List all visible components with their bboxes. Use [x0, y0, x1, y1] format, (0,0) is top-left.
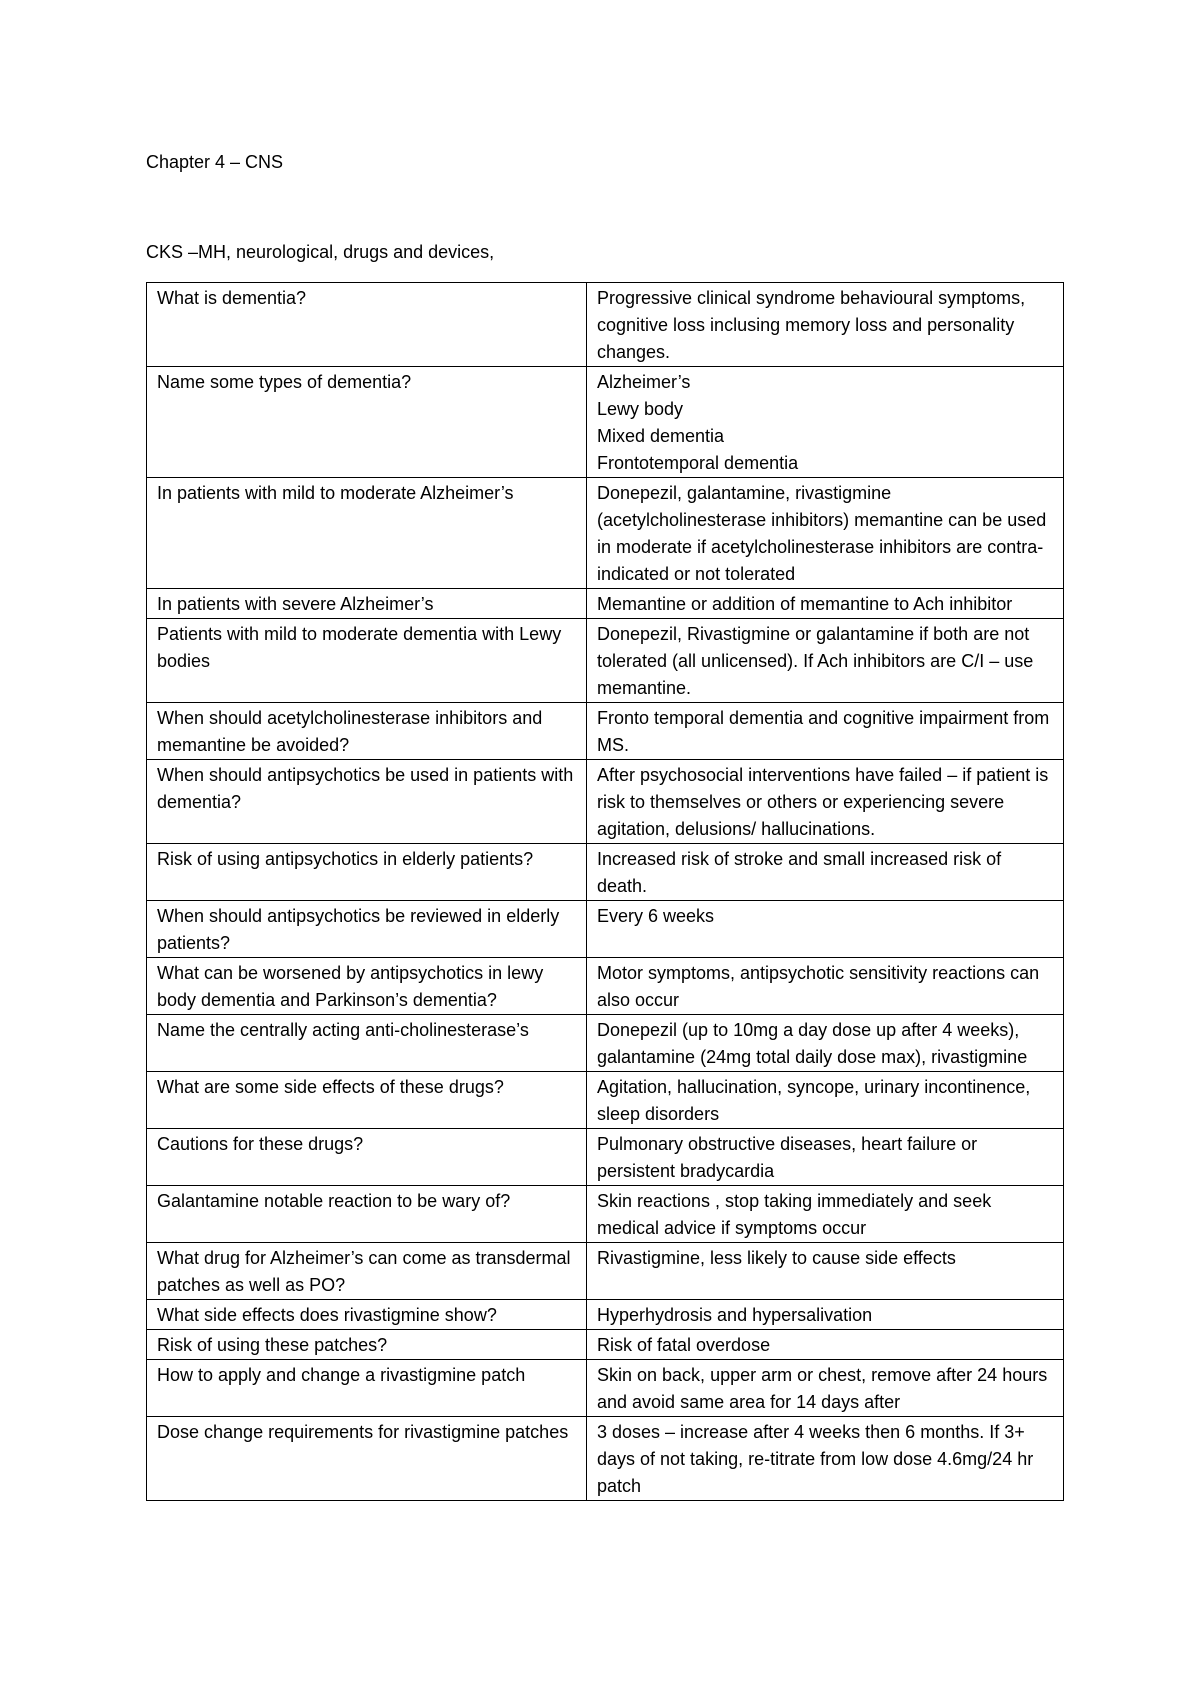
table-row: [147, 478, 1064, 589]
question-cell: In patients with mild to moderate Alzheimer’s: [147, 478, 587, 589]
question-cell: What is dementia?: [147, 283, 587, 367]
table-row: [147, 1186, 1064, 1243]
answer-cell: [587, 367, 1064, 478]
answer-cell: [587, 1015, 1064, 1072]
question-cell: What can be worsened by antipsychotics in lewy body dementia and Parkinson’s dementia?: [147, 958, 587, 1015]
answer-cell: [587, 1072, 1064, 1129]
table-row: [147, 1015, 1064, 1072]
question-cell: Dose change requirements for rivastigmine patches: [147, 1417, 587, 1501]
question-cell: Patients with mild to moderate dementia with Lewy bodies: [147, 619, 587, 703]
table-row: [147, 1417, 1064, 1501]
question-cell: Name the centrally acting anti-cholinesterase’s: [147, 1015, 587, 1072]
table-row: [147, 589, 1064, 619]
table-row: [147, 1243, 1064, 1300]
question-cell: What drug for Alzheimer’s can come as transdermal patches as well as PO?: [147, 1243, 587, 1300]
question-cell: Risk of using antipsychotics in elderly patients?: [147, 844, 587, 901]
chapter-title: Chapter 4 – CNS: [146, 152, 284, 172]
table-row: [147, 619, 1064, 703]
answer-line: Mixed dementia: [597, 426, 725, 446]
question-cell: Galantamine notable reaction to be wary of?: [147, 1186, 587, 1243]
answer-line: Memantine or addition of memantine to Ach inhibitor: [597, 594, 1013, 614]
answer-line: Hyperhydrosis and hypersalivation: [597, 1305, 873, 1325]
answer-cell: [587, 1360, 1064, 1417]
answer-line: Motor symptoms, antipsychotic sensitivity reactions can also occur: [597, 963, 1040, 1010]
document-subtitle: CKS –MH, neurological, drugs and devices,: [146, 242, 495, 262]
answer-line: Donepezil (up to 10mg a day dose up after 4 weeks), galantamine (24mg total daily dose max), rivastigmine: [597, 1020, 1028, 1067]
answer-cell: [587, 1417, 1064, 1501]
question-cell: Cautions for these drugs?: [147, 1129, 587, 1186]
answer-cell: [587, 1243, 1064, 1300]
answer-cell: [587, 619, 1064, 703]
answer-cell: [587, 703, 1064, 760]
question-cell: What side effects does rivastigmine show?: [147, 1300, 587, 1330]
answer-line: 3 doses – increase after 4 weeks then 6 months. If 3+ days of not taking, re-titrate from low dose 4.6mg/24 hr patch: [597, 1422, 1034, 1496]
answer-line: Donepezil, galantamine, rivastigmine (acetylcholinesterase inhibitors) memantine can be used in moderate if acetylcholinesterase inhibitors are contra-indicated or not tolerated: [597, 483, 1047, 584]
answer-line: Every 6 weeks: [597, 906, 715, 926]
answer-line: Agitation, hallucination, syncope, urinary incontinence, sleep disorders: [597, 1077, 1031, 1124]
table-row: [147, 901, 1064, 958]
table-row: [147, 1330, 1064, 1360]
answer-line: Skin reactions , stop taking immediately and seek medical advice if symptoms occur: [597, 1191, 992, 1238]
table-row: [147, 283, 1064, 367]
question-cell: When should acetylcholinesterase inhibitors and memantine be avoided?: [147, 703, 587, 760]
answer-line: Risk of fatal overdose: [597, 1335, 771, 1355]
question-cell: How to apply and change a rivastigmine patch: [147, 1360, 587, 1417]
table-row: [147, 958, 1064, 1015]
table-row: [147, 703, 1064, 760]
table-row: [147, 844, 1064, 901]
question-cell: Name some types of dementia?: [147, 367, 587, 478]
answer-cell: [587, 1330, 1064, 1360]
table-row: [147, 1300, 1064, 1330]
answer-cell: [587, 958, 1064, 1015]
question-cell: Risk of using these patches?: [147, 1330, 587, 1360]
answer-cell: [587, 844, 1064, 901]
answer-cell: [587, 1186, 1064, 1243]
answer-line: Skin on back, upper arm or chest, remove after 24 hours and avoid same area for 14 days after: [597, 1365, 1048, 1412]
table-row: [147, 1072, 1064, 1129]
answer-line: Fronto temporal dementia and cognitive impairment from MS.: [597, 708, 1050, 755]
answer-cell: [587, 1300, 1064, 1330]
answer-cell: [587, 901, 1064, 958]
answer-line: Lewy body: [597, 399, 684, 419]
qa-table: [146, 282, 1064, 1501]
table-row: [147, 1360, 1064, 1417]
answer-cell: [587, 589, 1064, 619]
answer-cell: [587, 478, 1064, 589]
answer-cell: [587, 1129, 1064, 1186]
answer-line: Progressive clinical syndrome behavioural symptoms, cognitive loss inclusing memory loss and personality changes.: [597, 288, 1026, 362]
question-cell: When should antipsychotics be used in patients with dementia?: [147, 760, 587, 844]
answer-line: Donepezil, Rivastigmine or galantamine if both are not tolerated (all unlicensed). If Ach inhibitors are C/I – use memantine.: [597, 624, 1034, 698]
answer-cell: [587, 760, 1064, 844]
answer-line: Alzheimer’s: [597, 372, 691, 392]
answer-line: Rivastigmine, less likely to cause side effects: [597, 1248, 956, 1268]
table-row: [147, 760, 1064, 844]
qa-table-body: [147, 283, 1064, 1501]
answer-line: Pulmonary obstructive diseases, heart failure or persistent bradycardia: [597, 1134, 978, 1181]
question-cell: What are some side effects of these drugs?: [147, 1072, 587, 1129]
question-cell: When should antipsychotics be reviewed in elderly patients?: [147, 901, 587, 958]
answer-line: After psychosocial interventions have failed – if patient is risk to themselves or others or experiencing severe agitation, delusions/ hallucinations.: [597, 765, 1049, 839]
answer-line: Frontotemporal dementia: [597, 453, 799, 473]
answer-cell: [587, 283, 1064, 367]
table-row: [147, 1129, 1064, 1186]
answer-line: Increased risk of stroke and small increased risk of death.: [597, 849, 1002, 896]
table-row: [147, 367, 1064, 478]
question-cell: In patients with severe Alzheimer’s: [147, 589, 587, 619]
